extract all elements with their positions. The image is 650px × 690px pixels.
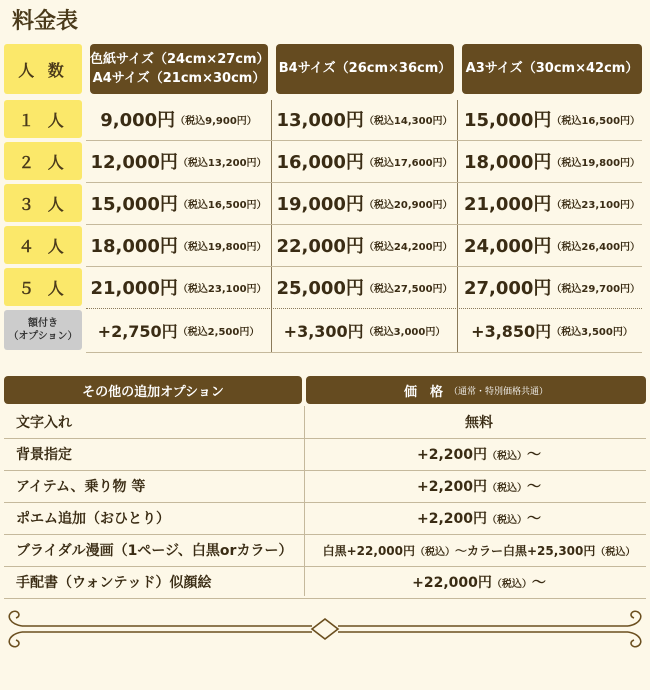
- price-value: 21,000円: [90, 278, 178, 299]
- people-header: 人 数: [4, 44, 82, 94]
- price-cell: [458, 142, 646, 180]
- frame-price-cell: [458, 310, 646, 350]
- price-cell: [458, 268, 646, 306]
- price-tax-included: （税込29,700円）: [551, 283, 641, 295]
- table-bottom-border: [86, 352, 642, 353]
- option-price-text: 〜: [527, 479, 541, 495]
- page-title: 料金表: [12, 9, 79, 34]
- price-value: +3,300円: [283, 321, 364, 341]
- ornamental-divider: [0, 606, 650, 654]
- price-cell: [458, 184, 646, 222]
- row-divider: [86, 266, 642, 267]
- price-tax-included: （税込3,500円）: [551, 326, 633, 338]
- options-name-header: [4, 376, 302, 404]
- row-divider: [86, 224, 642, 225]
- column-header-line1: B4サイズ（26cm×36cm）: [278, 61, 452, 77]
- option-row: [4, 534, 646, 567]
- option-row: [4, 566, 646, 599]
- price-value: 9,000円: [100, 110, 176, 131]
- row-label: ３ 人: [4, 184, 82, 222]
- option-price-text: 〜: [527, 511, 541, 527]
- option-price-text: 〜カラー白黒+25,300円: [455, 543, 596, 558]
- option-name: ブライダル漫画（1ページ、白黒orカラー）: [16, 543, 293, 559]
- option-row: [4, 406, 646, 439]
- column-header-line1: 色紙サイズ（24cm×27cm）: [90, 51, 270, 67]
- price-value: 16,000円: [276, 152, 364, 173]
- option-price-tax-note: （税込）: [595, 546, 636, 558]
- option-price-text: +2,200円: [416, 479, 487, 495]
- price-cell: [86, 226, 271, 264]
- option-name: アイテム、乗り物 等: [16, 479, 146, 495]
- price-tax-included: （税込20,900円）: [363, 199, 453, 211]
- price-tax-included: （税込13,200円）: [177, 157, 267, 169]
- price-value: 24,000円: [463, 236, 552, 257]
- option-row: [4, 502, 646, 535]
- price-tax-included: （税込9,900円）: [175, 115, 257, 127]
- price-cell: [272, 100, 457, 138]
- price-tax-included: （税込3,000円）: [363, 326, 446, 338]
- price-tax-included: （税込27,500円）: [363, 283, 453, 295]
- option-name: 文字入れ: [16, 415, 72, 431]
- column-header-shikishi: [90, 44, 268, 94]
- options-price-header-label: 価 格: [403, 384, 443, 400]
- option-price-text: +2,200円: [416, 447, 487, 463]
- price-value: 12,000円: [90, 152, 178, 173]
- column-header-a3: [462, 44, 642, 94]
- price-tax-included: （税込23,100円）: [551, 199, 641, 211]
- price-cell: [86, 142, 271, 180]
- option-price-tax-note: （税込）: [491, 578, 532, 590]
- price-cell: [458, 100, 646, 138]
- option-row: [4, 438, 646, 471]
- price-value: 18,000円: [90, 236, 178, 257]
- option-price-tax-note: （税込）: [415, 546, 455, 558]
- row-divider: [86, 308, 642, 309]
- option-price-text: 無料: [465, 415, 493, 431]
- option-price-tax-note: （税込）: [487, 514, 527, 526]
- option-price: [308, 406, 650, 438]
- option-price-tax-note: （税込）: [487, 450, 527, 462]
- price-cell: [86, 100, 271, 138]
- row-label: ２ 人: [4, 142, 82, 180]
- price-value: 13,000円: [276, 110, 364, 131]
- price-value: 15,000円: [463, 110, 552, 131]
- option-price: [308, 534, 650, 566]
- price-value: +3,850円: [471, 321, 552, 341]
- row-label: ４ 人: [4, 226, 82, 264]
- frame-price-cell: [272, 310, 457, 350]
- price-value: +2,750円: [97, 321, 178, 341]
- option-price: [308, 502, 650, 534]
- row-label: １ 人: [4, 100, 82, 138]
- price-tax-included: （税込19,800円）: [177, 241, 267, 253]
- price-value: 22,000円: [276, 236, 364, 257]
- option-price: [308, 470, 650, 502]
- row-label: ５ 人: [4, 268, 82, 306]
- price-value: 18,000円: [463, 152, 552, 173]
- frame-price-cell: [86, 310, 271, 350]
- option-price-text: 〜: [527, 447, 541, 463]
- column-header-b4: [276, 44, 454, 94]
- option-name: 手配書（ウォンテッド）似顔絵: [16, 575, 212, 591]
- option-price-text: 〜: [531, 575, 546, 591]
- option-price-text: +22,000円: [412, 575, 492, 591]
- price-tax-included: （税込19,800円）: [551, 157, 641, 169]
- frame-option-label-line: 額付き: [28, 318, 58, 329]
- price-cell: [86, 184, 271, 222]
- column-header-line2: A4サイズ（21cm×30cm）: [92, 71, 266, 86]
- options-price-header-note: （通常・特別価格共通）: [449, 386, 549, 397]
- option-row: [4, 470, 646, 503]
- price-tax-included: （税込16,500円）: [551, 115, 641, 127]
- option-name: 背景指定: [16, 447, 72, 463]
- row-divider: [86, 182, 642, 183]
- price-value: 27,000円: [463, 278, 552, 299]
- frame-option-label: [4, 310, 82, 350]
- option-price-text: +2,200円: [416, 511, 487, 527]
- price-tax-included: （税込17,600円）: [363, 157, 453, 169]
- price-value: 15,000円: [90, 194, 178, 215]
- price-value: 19,000円: [276, 194, 364, 215]
- price-tax-included: （税込14,300円）: [363, 115, 453, 127]
- options-name-header-label: その他の追加オプション: [82, 384, 224, 400]
- column-header-line1: A3サイズ（30cm×42cm）: [465, 61, 639, 77]
- price-tax-included: （税込23,100円）: [177, 283, 267, 295]
- price-tax-included: （税込16,500円）: [177, 199, 267, 211]
- price-cell: [272, 226, 457, 264]
- price-cell: [458, 226, 646, 264]
- price-cell: [86, 268, 271, 306]
- row-divider: [86, 140, 642, 141]
- price-cell: [272, 142, 457, 180]
- price-cell: [272, 184, 457, 222]
- price-tax-included: （税込24,200円）: [363, 241, 453, 253]
- price-value: 21,000円: [463, 194, 552, 215]
- options-price-header: [306, 376, 646, 404]
- option-name: ポエム追加（おひとり）: [16, 511, 170, 527]
- price-tax-included: （税込26,400円）: [551, 241, 641, 253]
- option-price-text: 白黒+22,000円: [322, 543, 415, 558]
- price-tax-included: （税込2,500円）: [177, 326, 260, 338]
- option-price: [308, 566, 650, 598]
- option-price: [308, 438, 650, 470]
- frame-option-label-line: （オプション）: [8, 331, 78, 342]
- option-price-tax-note: （税込）: [487, 482, 527, 494]
- price-value: 25,000円: [276, 278, 364, 299]
- price-cell: [272, 268, 457, 306]
